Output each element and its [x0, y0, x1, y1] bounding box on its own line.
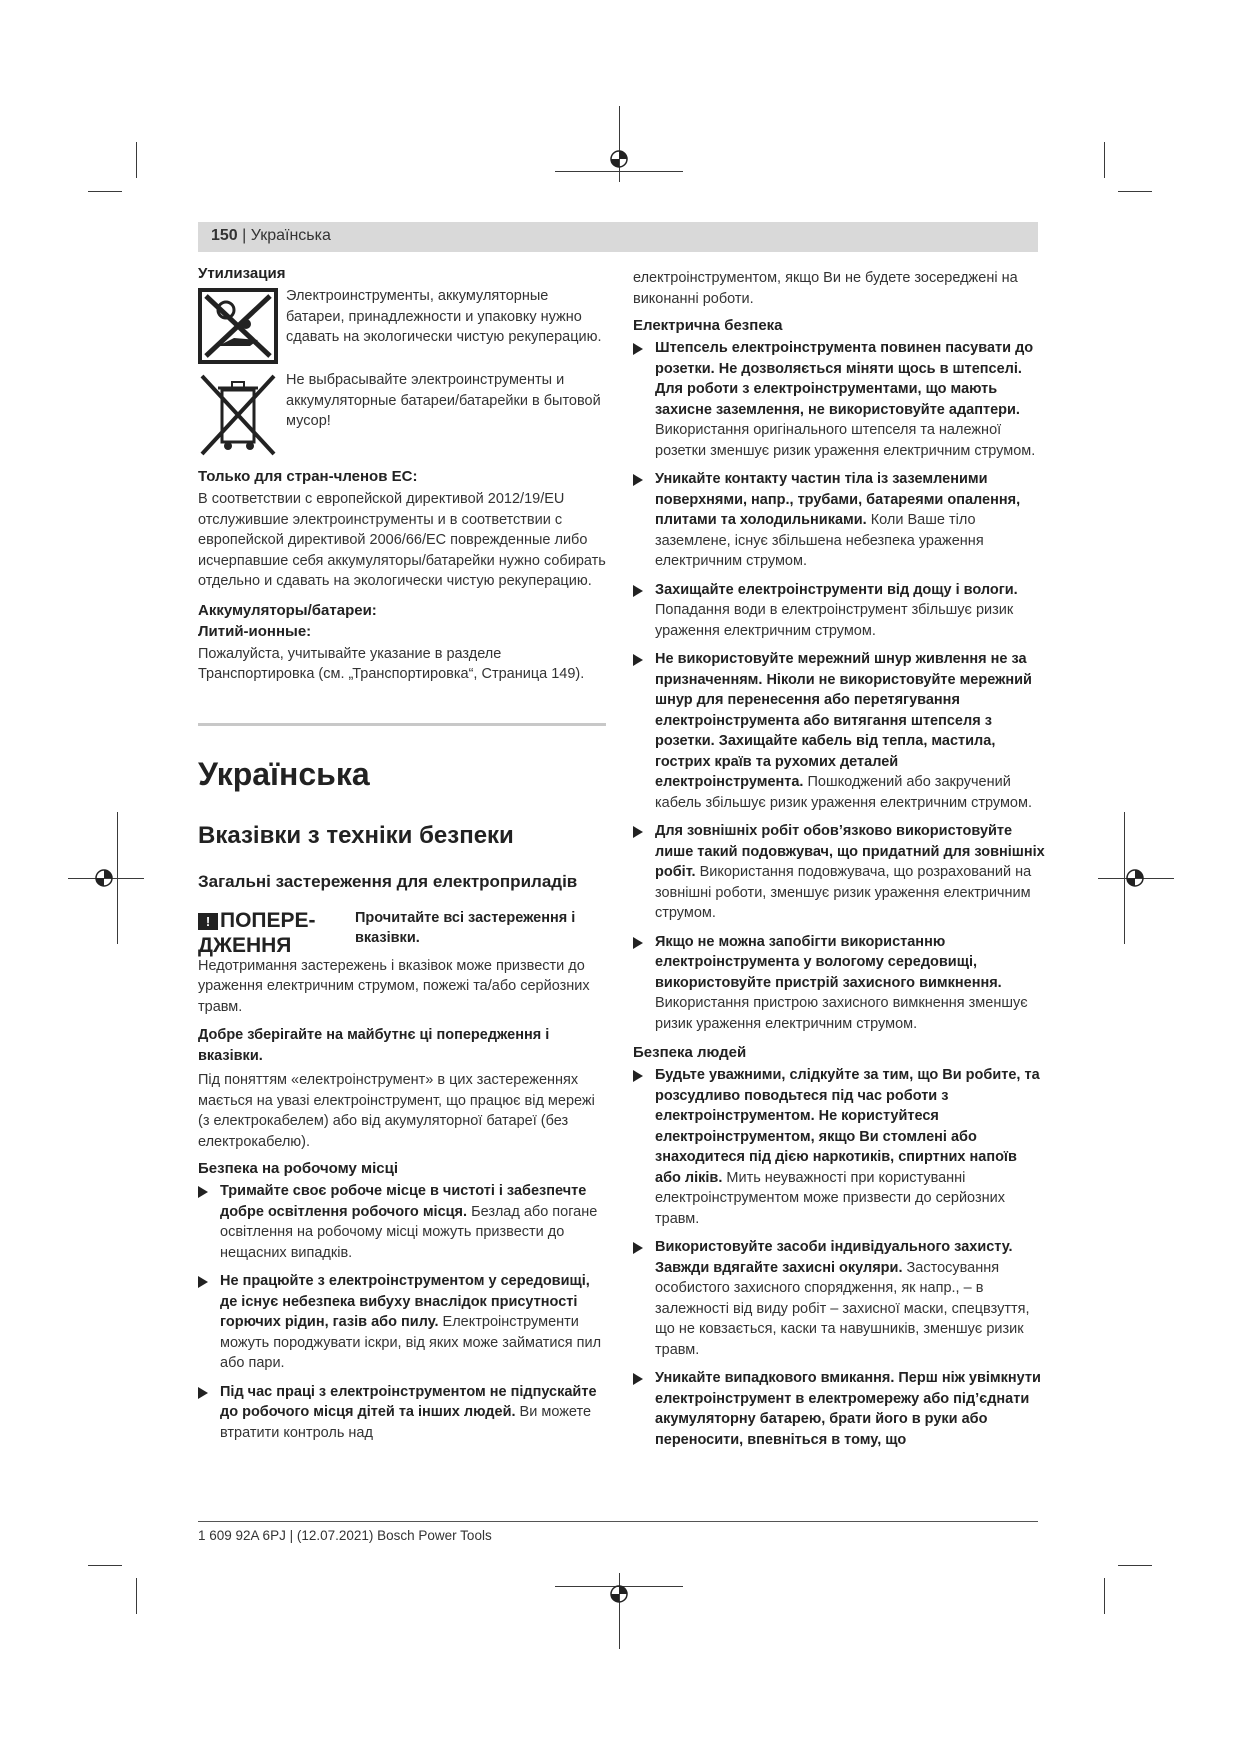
bullet-bold: Для зовнішніх робіт обов’язково використовуйте лише такий подовжувач, що придатний для зовнішніх робіт. [655, 823, 1045, 880]
page-number: 150 [211, 227, 238, 244]
crop-mark [136, 1578, 137, 1614]
no-household-disposal-icon [198, 288, 278, 364]
disposal-text-2: Не выбрасывайте электроинструменты и аккумуляторные батареи/батарейки в бытовой мусор! [286, 372, 601, 429]
bullet-text: Використання оригінального штепселя та належної розетки зменшує ризик ураження електричним струмом. [655, 422, 1036, 459]
disposal-title: Утилизация [198, 265, 286, 282]
warning-block [198, 908, 606, 974]
warning-bold: Прочитайте всі застереження і вказівки. [355, 909, 576, 946]
disposal-row-2 [198, 370, 606, 456]
bullet-text: Застосування особистого захисного спорядження, як напр., – в залежності від виду робіт – захисної маски, спецвзуття, що не ковзається, каски та навушників, зменшує ризик травм. [655, 1259, 1030, 1358]
list-item [633, 821, 1045, 924]
list-item [633, 469, 1045, 572]
page-header: 150 | Українська [211, 227, 331, 244]
bullet-bold: Під час праці з електроінструментом не підпускайте до робочого місця дітей та інших людей. [220, 1383, 597, 1420]
bullet-arrow-icon [633, 343, 643, 355]
safety-heading: Вказівки з техніки безпеки [198, 821, 514, 849]
bullet-arrow-icon [633, 474, 643, 486]
keep-text: Під поняттям «електроінструмент» в цих застереженнях мається на увазі електроінструмент, що працює від мережі (з електрокабелем) або від акумуляторної батареї (без електрокабелю). [198, 1072, 595, 1150]
registration-line [555, 171, 683, 172]
right-column [633, 268, 1045, 1458]
bullet-bold: Штепсель електроінструмента повинен пасувати до розетки. Не дозволяється міняти щось в штепселі. Для роботи з електроінструментами, що мають захисне заземлення, не використовуйте адаптери. [655, 340, 1034, 418]
bullet-arrow-icon [198, 1276, 208, 1288]
footer-divider [198, 1521, 1038, 1522]
bullet-text: Пошкоджений або закручений кабель збільшує ризик ураження електричним струмом. [655, 774, 1032, 811]
list-item [633, 580, 1045, 642]
bullet-arrow-icon [633, 585, 643, 597]
disposal-text-1: Электроинструменты, аккумуляторные батареи, принадлежности и упаковку нужно сдавать на экологически чистую рекуперацию. [286, 288, 602, 345]
bullet-bold: Не працюйте з електроінструментом у середовищі, де існує небезпека вибуху внаслідок присутності горючих рідин, газів або пилу. [220, 1273, 590, 1330]
list-item [633, 649, 1045, 813]
bullet-bold: Тримайте своє робоче місце в чистоті і забезпечте добре освітлення робочого місця. [220, 1183, 587, 1220]
electrical-safety-title: Електрична безпека [633, 317, 783, 334]
bullet-text: Коли Ваше тіло заземлене, існує збільшена небезпека ураження електричним струмом. [655, 512, 984, 569]
crop-mark [88, 191, 122, 192]
general-warnings-heading: Загальні застереження для електроприладів [198, 871, 578, 891]
bullet-bold: Не використовуйте мережний шнур живлення не за призначенням. Ніколи не використовуйте мережний шнур для перенесення або перетягування електроінструмента або витягання штепселя з розетки. Захищайте кабель від тепла, мастила, гострих країв та рухомих деталей електроінструмента. [655, 651, 1032, 790]
crop-mark [1118, 1565, 1152, 1566]
bullet-text: Використання подовжувача, що розрахований на зовнішні роботи, зменшує ризик ураження електричним струмом. [655, 864, 1032, 921]
header-language: Українська [250, 227, 331, 244]
bullet-arrow-icon [633, 1242, 643, 1254]
list-item [633, 338, 1045, 461]
bullet-arrow-icon [633, 1070, 643, 1082]
bullet-arrow-icon [633, 654, 643, 666]
list-item [633, 1065, 1045, 1229]
liion-text: Пожалуйста, учитывайте указание в разделе Транспортировка (см. „Транспортировка“, Страница 149). [198, 645, 585, 682]
crossed-out-bin-icon [198, 372, 278, 458]
personal-safety-title: Безпека людей [633, 1044, 747, 1061]
left-column [198, 265, 606, 1451]
bullet-text: Попадання води в електроінструмент збільшує ризик ураження електричним струмом. [655, 602, 1014, 639]
bullet-arrow-icon [633, 1373, 643, 1385]
bullet-text: Мить неуважності при користуванні електроінструментом може призвести до серйозних травм. [655, 1169, 1005, 1227]
page-footer: 1 609 92A 6PJ | (12.07.2021) Bosch Power Tools [198, 1528, 492, 1543]
language-heading: Українська [198, 755, 370, 792]
list-item [633, 1237, 1045, 1360]
keep-instructions: Добре зберігайте на майбутнє ці попередження і вказівки. [198, 1027, 550, 1064]
bullet-bold: Якщо не можна запобігти використанню електроінструмента у вологому середовищі, використовуйте пристрій захисного вимкнення. [655, 933, 1002, 991]
eu-title: Только для стран-членов ЕС: [198, 468, 418, 485]
bullet-text: Безлад або погане освітлення на робочому місці можуть призвести до нещасних випадків. [220, 1203, 598, 1261]
registration-target-icon [609, 149, 629, 169]
warning-triangle-icon: ! [198, 913, 218, 930]
disposal-row-1 [198, 286, 606, 362]
bullet-arrow-icon [198, 1186, 208, 1198]
bullet-bold: Використовуйте засоби індивідуального захисту. Завжди вдягайте захисні окуляри. [655, 1239, 1013, 1276]
bullet-text: Електроінструменти можуть породжувати іскри, від яких може займатися пил або пари. [220, 1314, 602, 1371]
workplace-safety-title: Безпека на робочому місці [198, 1160, 399, 1177]
bullet-arrow-icon [633, 826, 643, 838]
list-item [198, 1271, 606, 1374]
crop-mark [1104, 1578, 1105, 1614]
liion-title: Литий-ионные: [198, 622, 312, 640]
crop-mark [88, 1565, 122, 1566]
registration-target-icon [1125, 868, 1145, 888]
list-item [198, 1382, 606, 1444]
crop-mark [1118, 191, 1152, 192]
crop-mark [136, 142, 137, 178]
warning-text: Недотримання застережень і вказівок може призвести до ураження електричним струмом, пожежі та/або серйозних травм. [198, 957, 590, 1015]
warning-label [198, 908, 348, 958]
bullet-bold: Захищайте електроінструменти від дощу і вологи. [655, 581, 1018, 598]
list-item [198, 1181, 606, 1263]
crop-mark [1104, 142, 1105, 178]
registration-target-icon [94, 868, 114, 888]
warning-text-top [355, 908, 606, 949]
battery-title: Аккумуляторы/батареи: [198, 601, 377, 619]
bullet-bold: Уникайте випадкового вмикання. Перш ніж увімкнути електроінструмент в електромережу або під’єднати акумуляторну батарею, брати його в руки або переносити, впевніться в тому, що [655, 1370, 1041, 1448]
registration-target-icon [609, 1584, 629, 1604]
continued-text: електроінструментом, якщо Ви не будете зосереджені на виконанні роботи. [633, 270, 1018, 307]
section-separator [198, 723, 606, 726]
bullet-arrow-icon [198, 1387, 208, 1399]
eu-text: В соответствии с европейской директивой 2012/19/EU отслужившие электроинструменты и в соответствии с европейской директивой 2006/66/EC поврежденные либо исчерпавшие себя аккумуляторы/батарейки нужно собирать отдельно и сдавать на экологически чистую рекуперацию. [198, 491, 606, 589]
bullet-text: Ви можете втратити контроль над [220, 1404, 592, 1441]
list-item [633, 932, 1045, 1035]
bullet-arrow-icon [633, 937, 643, 949]
bullet-text: Використання пристрою захисного вимкнення зменшує ризик ураження електричним струмом. [655, 995, 1028, 1032]
list-item [633, 1368, 1045, 1450]
warning-label-text: ПОПЕРЕ-ДЖЕННЯ [198, 908, 316, 957]
bullet-bold: Уникайте контакту частин тіла із заземленими поверхнями, напр., трубами, батареями опалення, плитами та холодильниками. [655, 471, 1021, 528]
bullet-bold: Будьте уважними, слідкуйте за тим, що Ви робите, та розсудливо поводьтеся під час роботи з електроінструментом. Не користуйтеся електроінструментом, якщо Ви стомлені або знаходитеся під дією наркотиків, спиртних напоїв або ліків. [655, 1067, 1040, 1186]
